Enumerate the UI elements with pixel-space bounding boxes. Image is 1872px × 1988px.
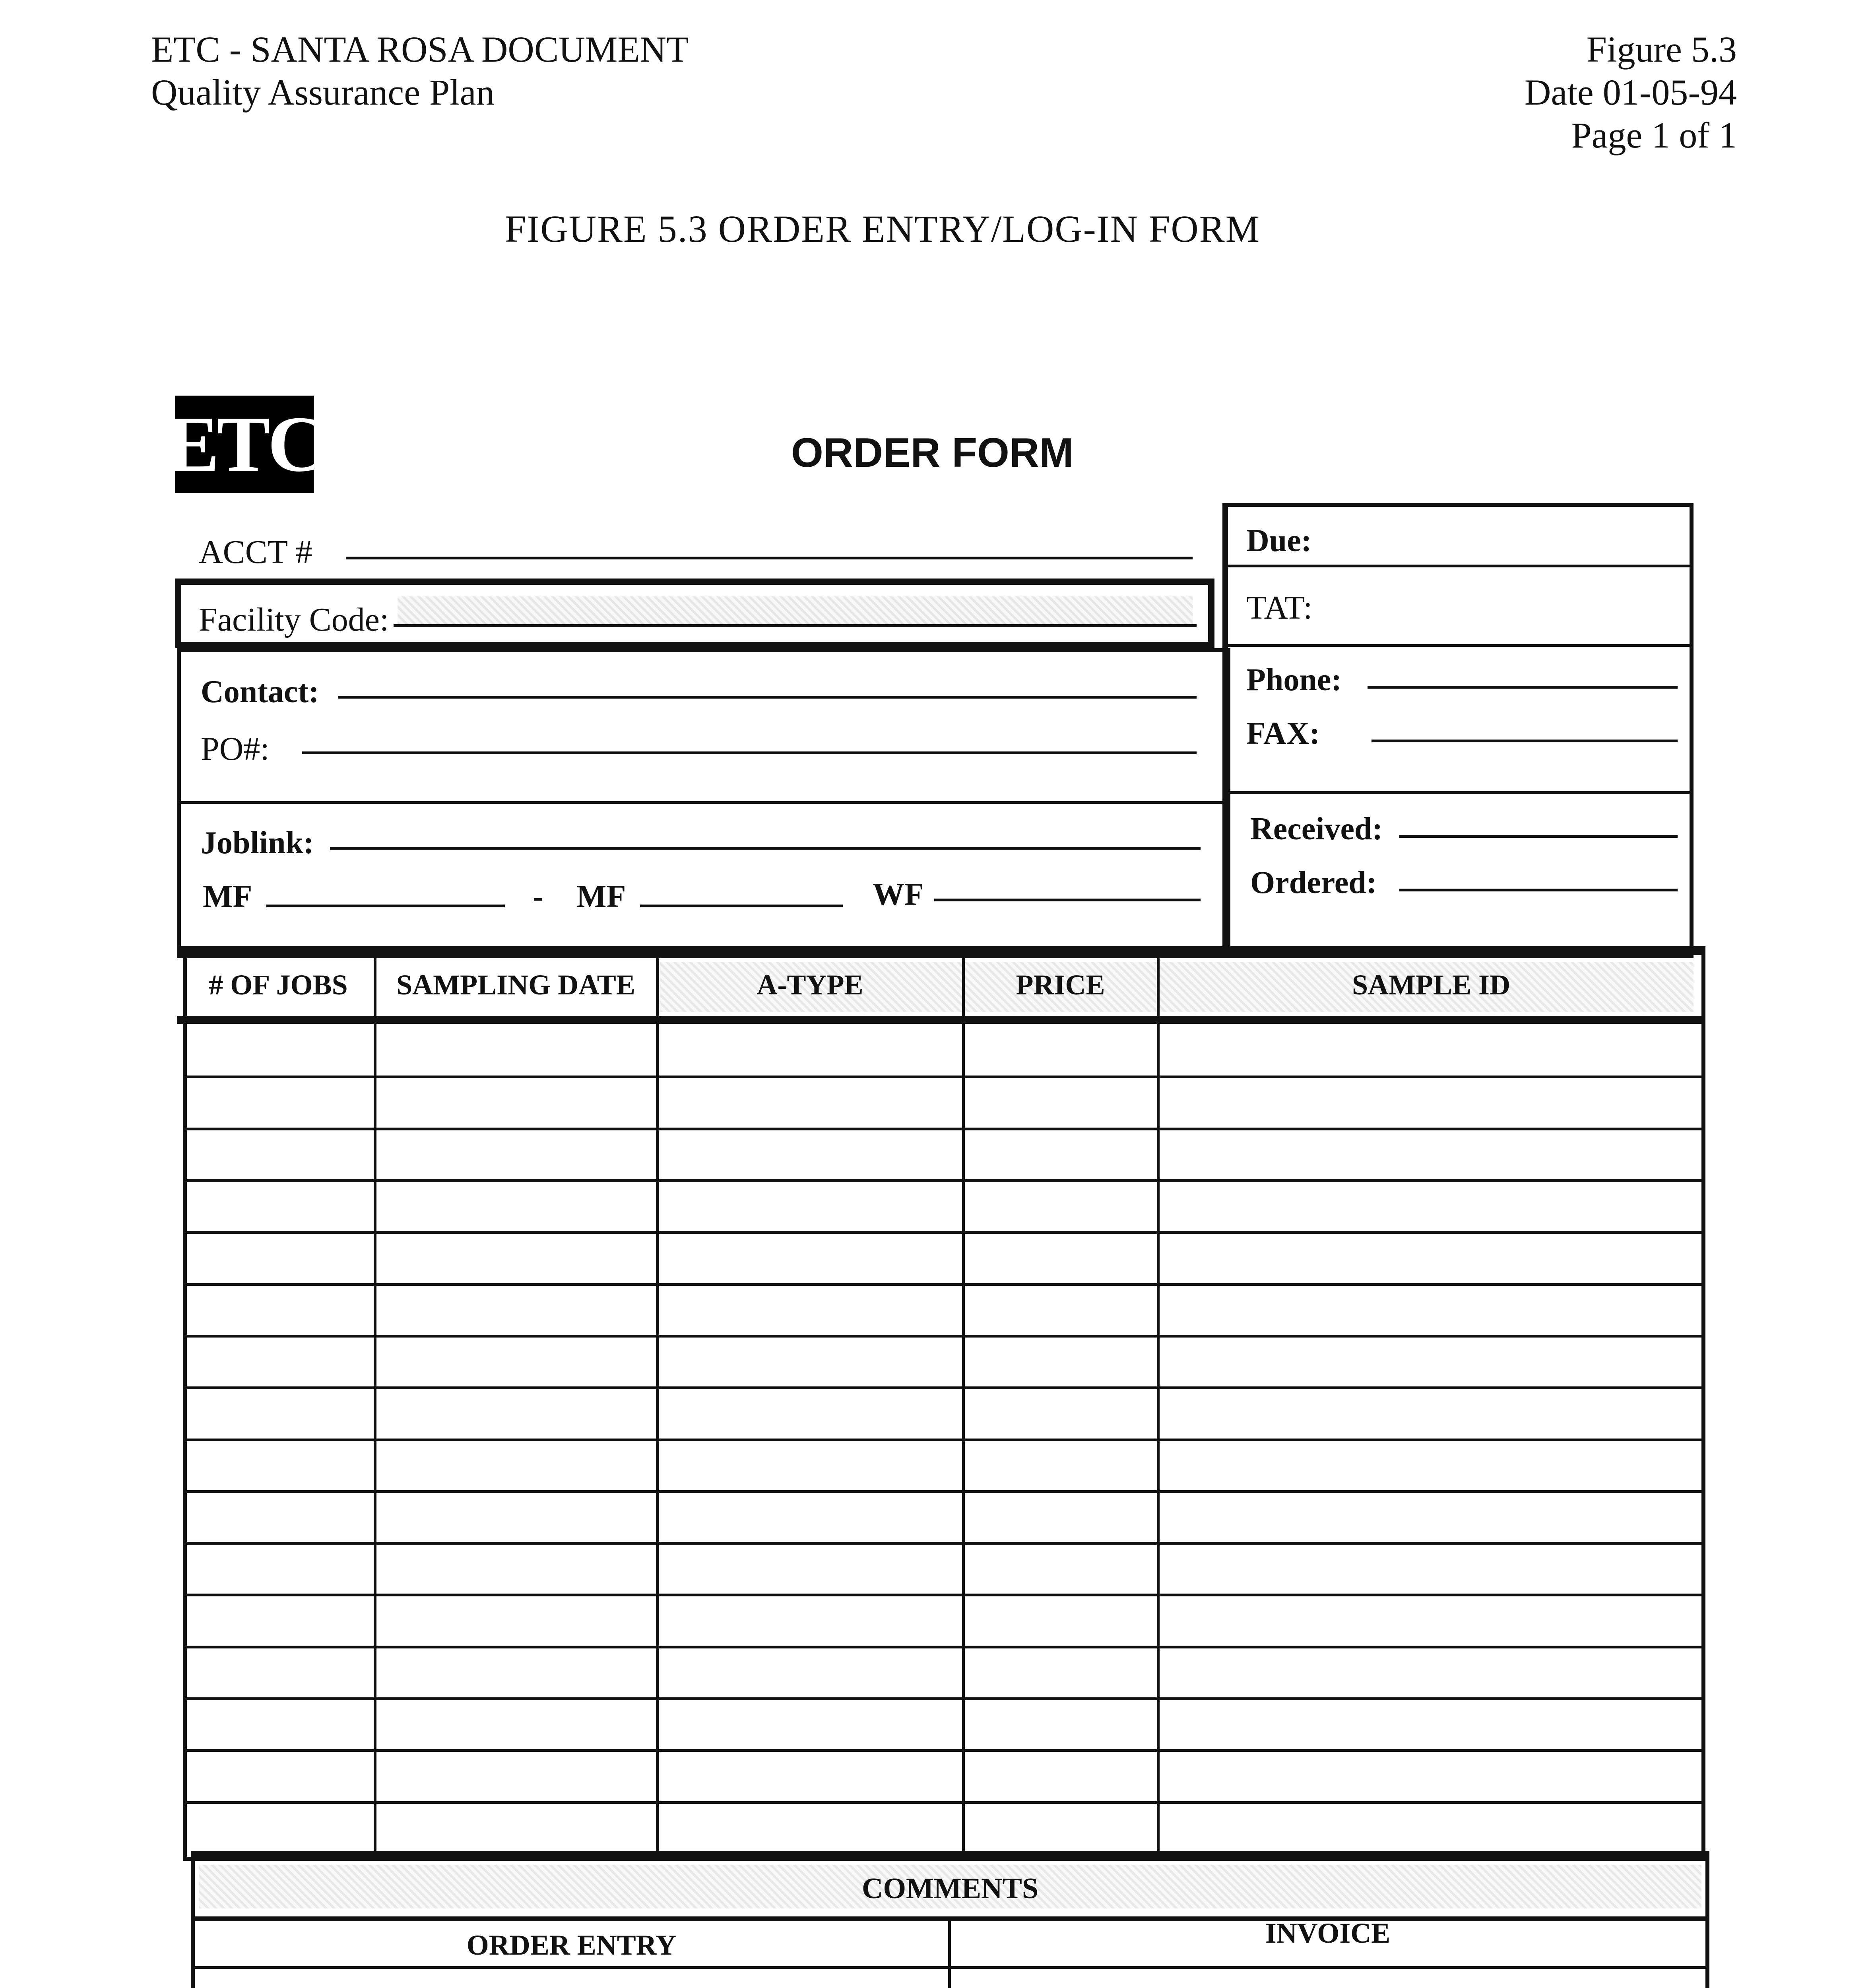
table-row-line <box>183 1335 1705 1338</box>
table-header-bottom-border <box>177 1016 1705 1024</box>
col-header-jobs: # OF JOBS <box>209 969 348 1001</box>
tat-phone-divider <box>1222 644 1694 647</box>
phone-input-line[interactable] <box>1368 686 1678 689</box>
table-col-divider-1 <box>374 952 376 1861</box>
po-label: PO#: <box>201 730 270 767</box>
mf-dash: - <box>533 879 543 914</box>
table-row-line <box>183 1646 1705 1648</box>
facility-code-label: Facility Code: <box>199 601 389 638</box>
table-top-border <box>177 946 1705 955</box>
comments-order-entry-header: ORDER ENTRY <box>466 1929 677 1961</box>
po-input-line[interactable] <box>302 751 1197 754</box>
received-input-line[interactable] <box>1399 835 1678 838</box>
header-figure-number: Figure 5.3 <box>1586 29 1737 70</box>
tat-label: TAT: <box>1246 589 1313 626</box>
col-header-price: PRICE <box>1016 969 1105 1001</box>
comments-row-line <box>191 1966 1709 1969</box>
contact-input-line[interactable] <box>338 696 1197 699</box>
facility-code-input-line[interactable] <box>394 624 1197 627</box>
table-row-line <box>183 1594 1705 1596</box>
table-col-divider-3 <box>962 952 965 1861</box>
joblink-label: Joblink: <box>201 825 314 860</box>
form-title: ORDER FORM <box>791 430 1074 476</box>
received-label: Received: <box>1250 812 1383 846</box>
contact-label: Contact: <box>201 674 319 709</box>
due-label: Due: <box>1246 523 1312 558</box>
wf-input-line[interactable] <box>934 899 1201 901</box>
table-row-line <box>183 1439 1705 1441</box>
contact-joblink-divider <box>177 801 1230 804</box>
table-col-divider-2 <box>656 952 659 1861</box>
comments-invoice-header: INVOICE <box>1265 1917 1391 1949</box>
table-col-divider-4 <box>1157 952 1160 1861</box>
header-plan-title: Quality Assurance Plan <box>151 72 495 113</box>
wf-label: WF <box>873 877 924 912</box>
mf-input-line-2[interactable] <box>640 905 843 907</box>
col-header-sample-id: SAMPLE ID <box>1352 969 1511 1001</box>
comments-top-border <box>191 1853 1709 1861</box>
col-header-sampling-date: SAMPLING DATE <box>396 969 635 1001</box>
header-page-number: Page 1 of 1 <box>1571 115 1737 155</box>
joblink-input-line[interactable] <box>330 847 1201 850</box>
figure-title: FIGURE 5.3 ORDER ENTRY/LOG-IN FORM <box>505 208 1261 250</box>
table-row-line <box>183 1076 1705 1078</box>
table-row-line <box>183 1490 1705 1493</box>
table-row-line <box>183 1128 1705 1130</box>
table-row-line <box>183 1801 1705 1804</box>
ordered-input-line[interactable] <box>1399 889 1678 891</box>
fax-input-line[interactable] <box>1372 740 1678 742</box>
right-block-left-edge <box>1222 503 1228 958</box>
table-row-line <box>183 1386 1705 1389</box>
header-date: Date 01-05-94 <box>1525 72 1737 113</box>
col-header-a-type: A-TYPE <box>757 969 863 1001</box>
table-row-line <box>183 1749 1705 1752</box>
facility-code-shading <box>398 596 1193 624</box>
mf-label-1: MF <box>203 879 252 914</box>
ordered-label: Ordered: <box>1250 865 1377 900</box>
mf-label-2: MF <box>576 879 626 914</box>
etc-logo: ETC <box>175 396 314 493</box>
header-doc-title: ETC - SANTA ROSA DOCUMENT <box>151 29 689 70</box>
table-row-line <box>183 1697 1705 1700</box>
table-row-line <box>183 1542 1705 1545</box>
due-tat-divider <box>1222 565 1694 567</box>
table-row-line <box>183 1179 1705 1182</box>
phone-label: Phone: <box>1246 662 1342 697</box>
table-row-line <box>183 1231 1705 1234</box>
acct-input-line[interactable] <box>346 557 1193 559</box>
table-row-line <box>183 1283 1705 1286</box>
comments-title: COMMENTS <box>862 1872 1038 1905</box>
fax-received-divider <box>1222 791 1694 794</box>
mf-input-line-1[interactable] <box>266 905 505 907</box>
sample-table <box>183 946 1705 1861</box>
acct-label: ACCT # <box>199 534 312 571</box>
fax-label: FAX: <box>1246 716 1320 751</box>
